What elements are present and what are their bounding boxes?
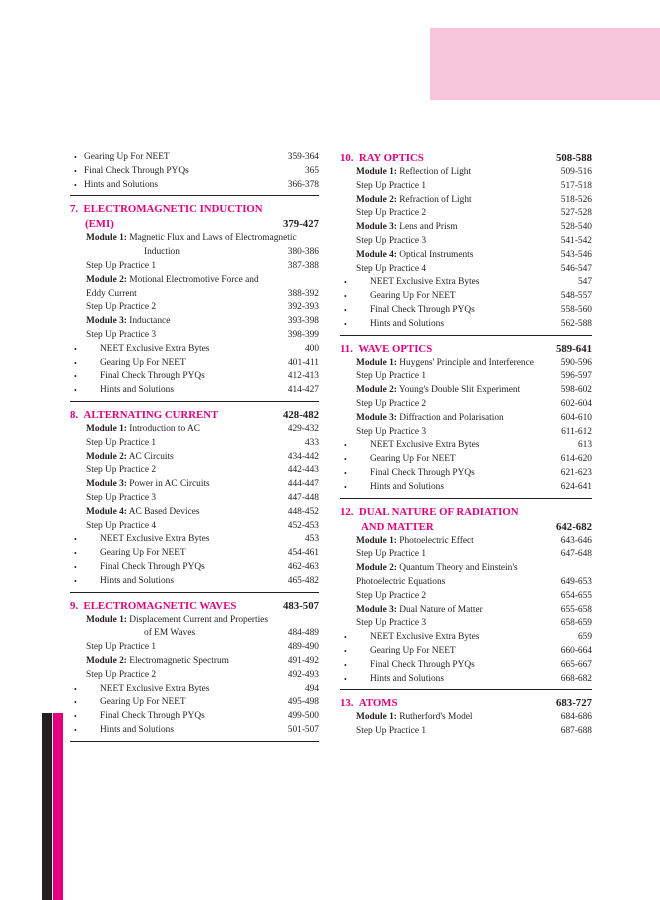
- list-item[interactable]: • Hints and Solutions 624-641: [340, 481, 592, 495]
- practice-row[interactable]: Step Up Practice 2 602-604: [356, 398, 592, 409]
- practice-row[interactable]: Step Up Practice 1 596-597: [356, 371, 592, 382]
- chapter-11-heading[interactable]: 11. WAVE OPTICS 589-641: [340, 342, 592, 355]
- list-item[interactable]: • Hints and Solutions 366-378: [70, 179, 319, 193]
- list-item[interactable]: • Gearing Up For NEET 548-557: [340, 290, 592, 304]
- practice-row[interactable]: Step Up Practice 2 654-655: [356, 590, 592, 601]
- module-row[interactable]: Module 3: Inductance 393-398: [86, 316, 319, 327]
- list-item[interactable]: • Gearing Up For NEET 401-411: [70, 357, 319, 371]
- divider: [70, 592, 319, 593]
- practice-row[interactable]: Step Up Practice 1 433: [86, 437, 319, 448]
- list-item[interactable]: • Hints and Solutions 668-682: [340, 673, 592, 687]
- module-row[interactable]: Module 1: Introduction to AC 429-432: [86, 423, 319, 434]
- chapter-12-heading[interactable]: 12. DUAL NATURE OF RADIATION: [340, 505, 519, 518]
- chapter-11: [340, 342, 592, 495]
- module-row[interactable]: Module 1: Rutherford's Model 684-686: [356, 712, 592, 723]
- divider: [70, 741, 319, 742]
- practice-row[interactable]: Step Up Practice 3 398-399: [86, 329, 319, 340]
- module-row-cont[interactable]: of EM Waves 484-489: [144, 628, 319, 639]
- list-item[interactable]: • Gearing Up For NEET 454-461: [70, 547, 319, 561]
- list-item[interactable]: • Final Check Through PYQs 621-623: [340, 467, 592, 481]
- chapter-13-heading[interactable]: 13. ATOMS 683-727: [340, 697, 592, 710]
- chapter-7-heading[interactable]: 7. ELECTROMAGNETIC INDUCTION: [70, 203, 263, 216]
- practice-row[interactable]: Step Up Practice 1 687-688: [356, 726, 592, 737]
- module-row[interactable]: Module 2: Young's Double Slit Experiment 598-602: [356, 385, 592, 396]
- module-row-cont[interactable]: Photoelectric Equations 649-653: [356, 576, 592, 587]
- chapter-10-heading[interactable]: 10. RAY OPTICS 508-588: [340, 152, 592, 164]
- chapter-12-heading-line2[interactable]: AND MATTER 642-682: [361, 520, 592, 533]
- practice-row[interactable]: Step Up Practice 1 387-388: [86, 260, 319, 271]
- list-item[interactable]: • Final Check Through PYQs 365: [70, 165, 319, 179]
- practice-row[interactable]: Step Up Practice 1 489-490: [86, 642, 319, 653]
- chapter-8: [70, 408, 319, 589]
- chapter-12: [340, 505, 592, 687]
- practice-row[interactable]: Step Up Practice 1 647-648: [356, 549, 592, 560]
- module-row[interactable]: Module 3: Diffraction and Polarisation 604-610: [356, 412, 592, 423]
- chapter-10: [340, 151, 592, 332]
- list-item[interactable]: • Final Check Through PYQs 558-560: [340, 304, 592, 318]
- divider: [340, 498, 592, 499]
- module-row[interactable]: Module 1: Displacement Current and Properties: [86, 614, 268, 625]
- module-row-cont[interactable]: Induction 380-386: [144, 247, 319, 258]
- list-item[interactable]: • Hints and Solutions 414-427: [70, 384, 319, 398]
- list-item[interactable]: • NEET Exclusive Extra Bytes 659: [340, 631, 592, 645]
- list-item[interactable]: • NEET Exclusive Extra Bytes 400: [70, 343, 319, 357]
- chapter-8-heading[interactable]: 8. ALTERNATING CURRENT 428-482: [70, 408, 319, 421]
- module-row[interactable]: Module 3: Lens and Prism 528-540: [356, 222, 592, 233]
- list-item[interactable]: • Final Check Through PYQs 499-500: [70, 710, 319, 724]
- list-item[interactable]: • Final Check Through PYQs 665-667: [340, 659, 592, 673]
- chapter-9: [70, 599, 319, 738]
- module-row[interactable]: Module 4: Optical Instruments 543-546: [356, 249, 592, 260]
- list-item[interactable]: • Hints and Solutions 562-588: [340, 318, 592, 332]
- divider: [340, 335, 592, 336]
- practice-row[interactable]: Step Up Practice 2 392-393: [86, 302, 319, 313]
- edge-bar-black: [42, 713, 52, 900]
- divider: [340, 689, 592, 690]
- module-row[interactable]: Module 1: Huygens' Principle and Interference 590-596: [356, 357, 592, 368]
- module-row[interactable]: Module 1: Photoelectric Effect 643-646: [356, 535, 592, 546]
- practice-row[interactable]: Step Up Practice 2 527-528: [356, 208, 592, 219]
- list-item[interactable]: • NEET Exclusive Extra Bytes 453: [70, 533, 319, 547]
- prev-chapter-bullets: [70, 151, 319, 192]
- module-row[interactable]: Module 4: AC Based Devices 448-452: [86, 506, 319, 517]
- list-item[interactable]: • Hints and Solutions 501-507: [70, 724, 319, 738]
- divider: [70, 401, 319, 402]
- module-row[interactable]: Module 3: Power in AC Circuits 444-447: [86, 479, 319, 490]
- module-row[interactable]: Module 3: Dual Nature of Matter 655-658: [356, 604, 592, 615]
- practice-row[interactable]: Step Up Practice 3 447-448: [86, 492, 319, 503]
- header-pink-box: [430, 28, 660, 100]
- module-row[interactable]: Module 1: Magnetic Flux and Laws of Electromagnetic: [86, 233, 297, 244]
- module-row[interactable]: Module 2: Refraction of Light 518-526: [356, 194, 592, 205]
- practice-row[interactable]: Step Up Practice 3 658-659: [356, 618, 592, 629]
- practice-row[interactable]: Step Up Practice 3 541-542: [356, 235, 592, 246]
- edge-bar-pink: [53, 713, 63, 900]
- practice-row[interactable]: Step Up Practice 4 452-453: [86, 520, 319, 531]
- chapter-13: [340, 696, 592, 739]
- module-row[interactable]: Module 2: Motional Electromotive Force and: [86, 274, 259, 285]
- chapter-7-heading-line2[interactable]: (EMI) 379-427: [85, 218, 319, 231]
- module-row[interactable]: Module 1: Reflection of Light 509-516: [356, 167, 592, 177]
- practice-row[interactable]: Step Up Practice 2 442-443: [86, 465, 319, 476]
- module-row[interactable]: Module 2: Electromagnetic Spectrum 491-492: [86, 655, 319, 666]
- list-item[interactable]: • NEET Exclusive Extra Bytes 613: [340, 439, 592, 453]
- list-item[interactable]: • Final Check Through PYQs 412-413: [70, 370, 319, 384]
- module-row[interactable]: Module 2: AC Circuits 434-442: [86, 451, 319, 462]
- module-row[interactable]: Module 2: Quantum Theory and Einstein's: [356, 563, 518, 574]
- divider: [70, 195, 319, 196]
- practice-row[interactable]: Step Up Practice 1 517-518: [356, 180, 592, 191]
- practice-row[interactable]: Step Up Practice 2 492-493: [86, 669, 319, 680]
- chapter-9-heading[interactable]: 9. ELECTROMAGNETIC WAVES 483-507: [70, 599, 319, 612]
- list-item[interactable]: • Final Check Through PYQs 462-463: [70, 561, 319, 575]
- practice-row[interactable]: Step Up Practice 3 611-612: [356, 426, 592, 437]
- list-item[interactable]: • NEET Exclusive Extra Bytes 494: [70, 683, 319, 697]
- list-item[interactable]: • Hints and Solutions 465-482: [70, 575, 319, 589]
- list-item[interactable]: • Gearing Up For NEET 359-364: [70, 151, 319, 165]
- toc-left-column: [70, 151, 319, 748]
- list-item[interactable]: • Gearing Up For NEET 614-620: [340, 453, 592, 467]
- chapter-7: [70, 202, 319, 398]
- list-item[interactable]: • NEET Exclusive Extra Bytes 547: [340, 276, 592, 290]
- list-item[interactable]: • Gearing Up For NEET 660-664: [340, 645, 592, 659]
- practice-row[interactable]: Step Up Practice 4 546-547: [356, 263, 592, 274]
- toc-right-column: [340, 151, 592, 739]
- module-row-cont[interactable]: Eddy Current 388-392: [86, 288, 319, 299]
- list-item[interactable]: • Gearing Up For NEET 495-498: [70, 696, 319, 710]
